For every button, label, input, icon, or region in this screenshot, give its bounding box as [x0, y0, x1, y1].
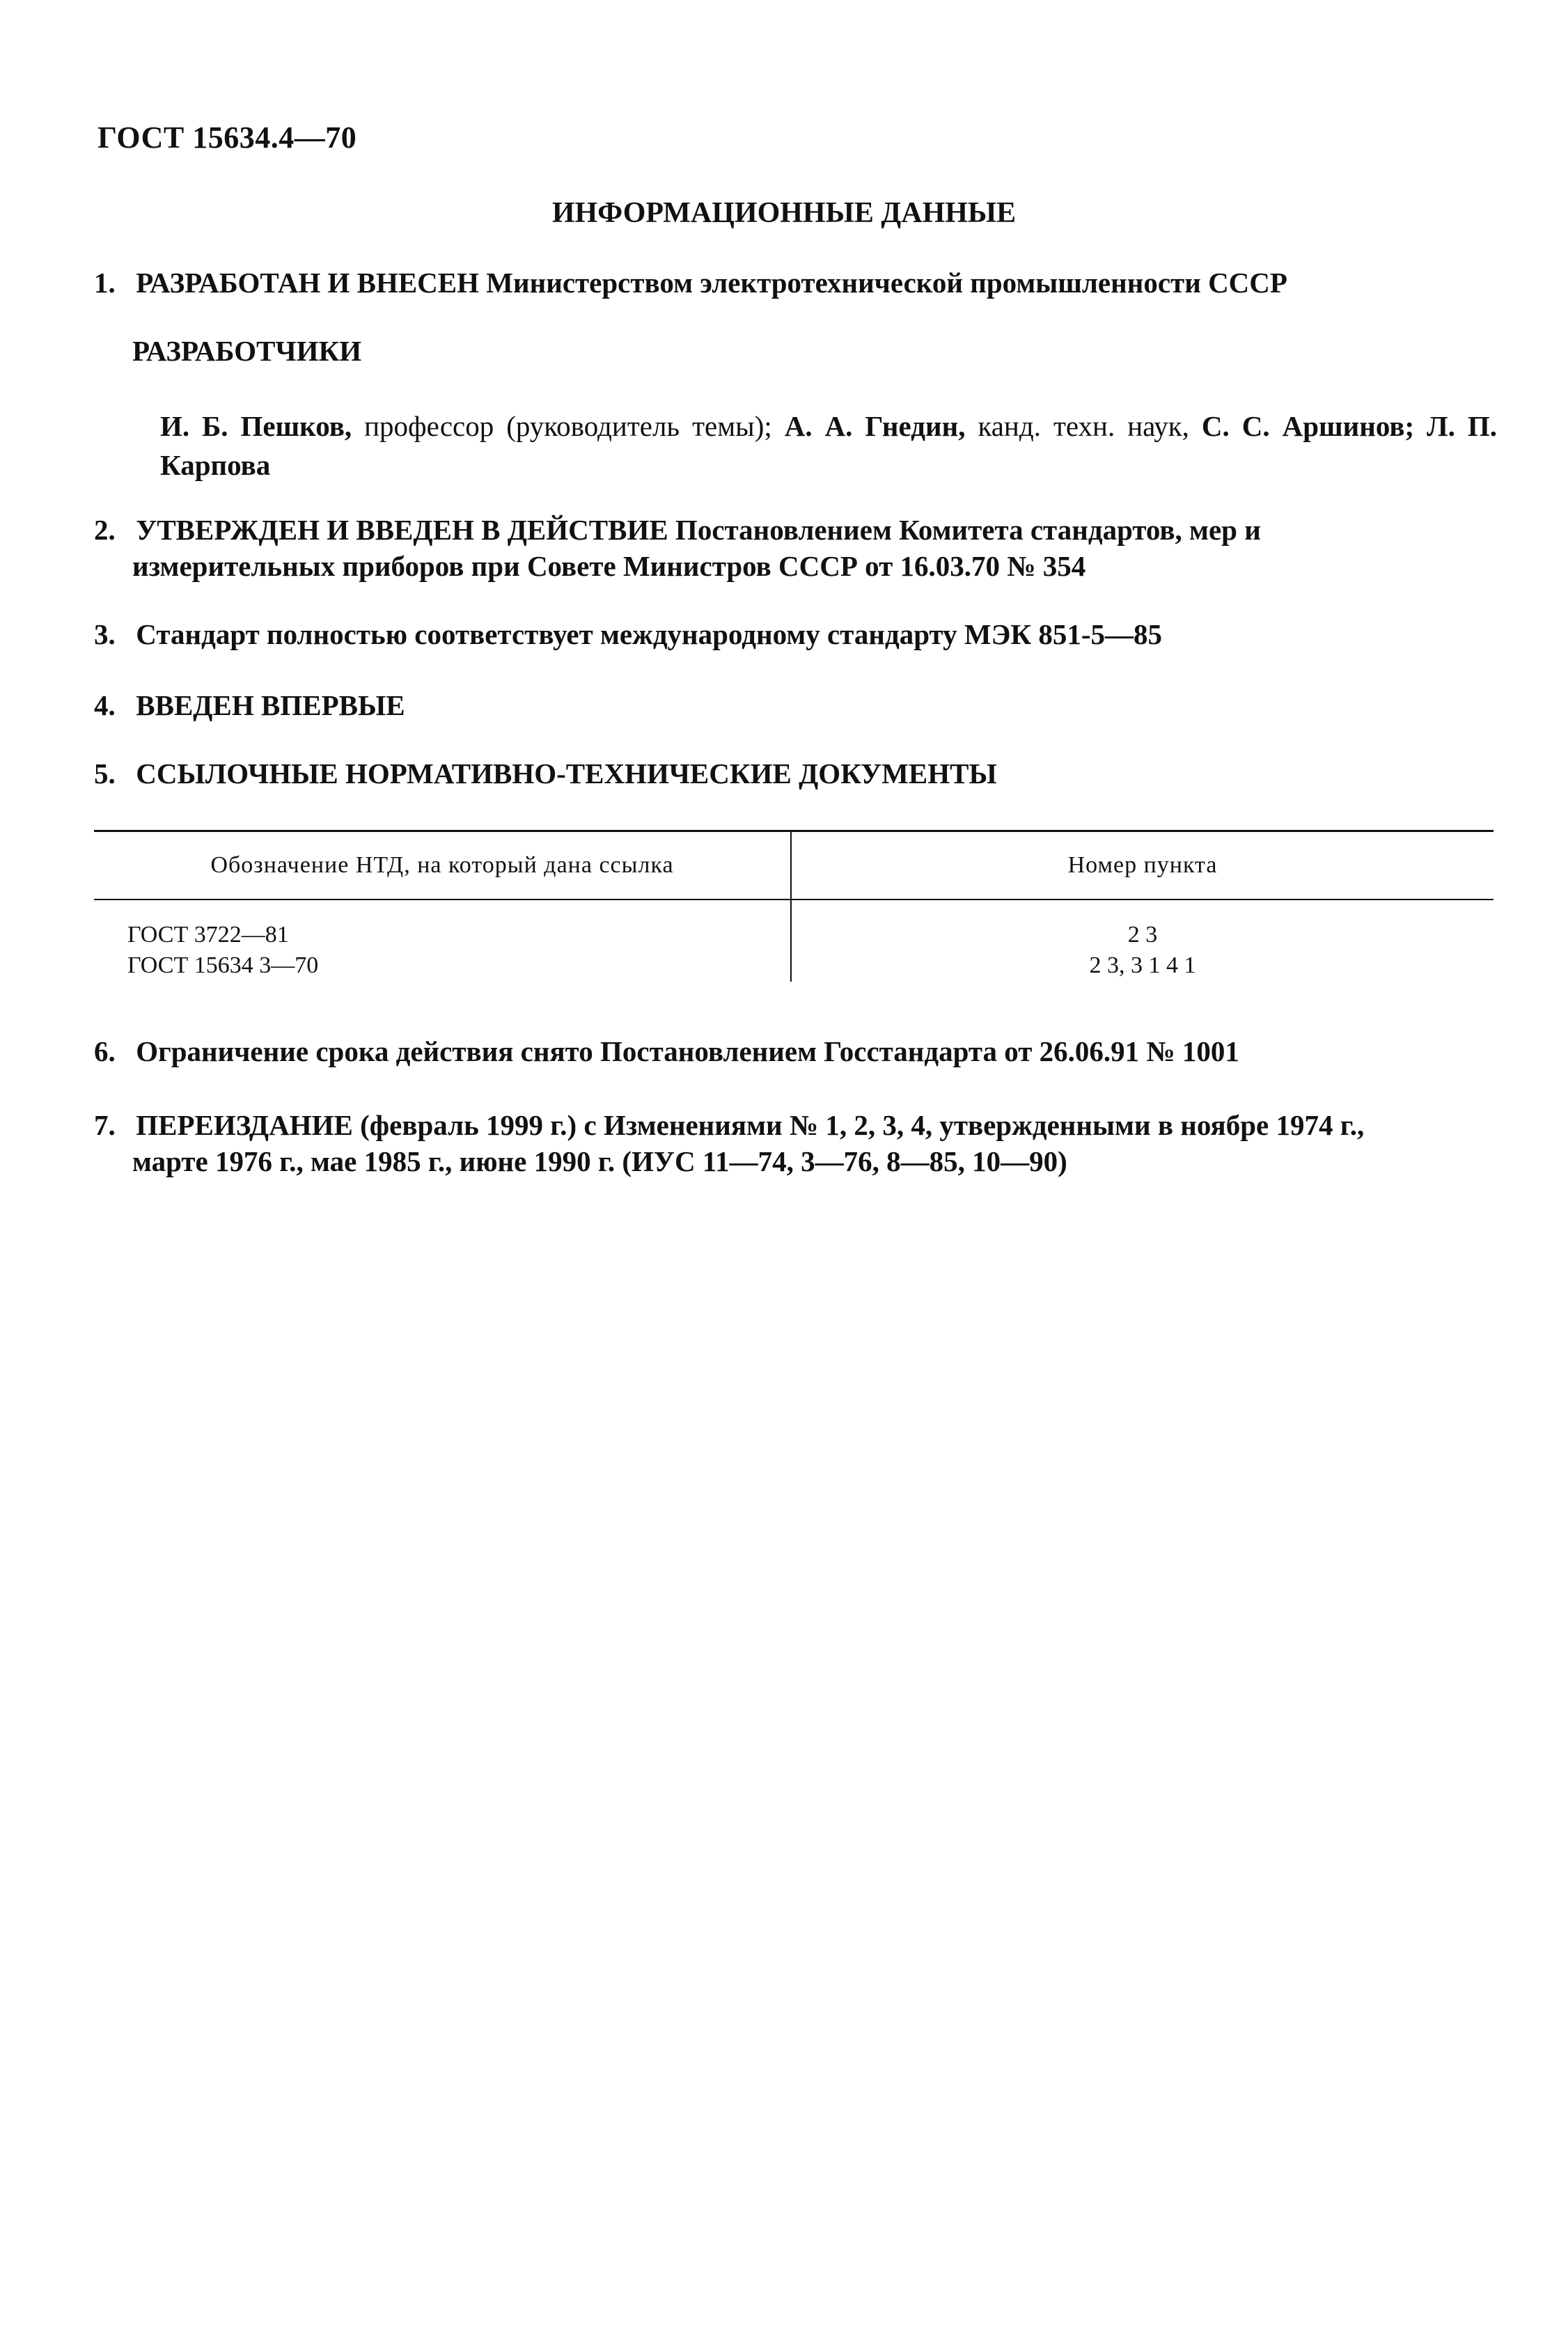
item-6: [94, 1033, 1487, 1069]
developers-list: [160, 407, 1497, 485]
reference-documents-table: [94, 830, 1493, 982]
item-number: 2.: [94, 514, 116, 546]
item-3: [94, 616, 1487, 652]
developer-role: канд. техн. наук,: [978, 410, 1189, 442]
developer-name: Л. П. Карпова: [160, 410, 1498, 481]
table-cell-clause: [791, 900, 1493, 982]
item-number: 5.: [94, 757, 116, 790]
table-cell-text: ГОСТ 15634 3—70: [127, 952, 319, 978]
item-number: 3.: [94, 618, 116, 650]
item-text-line1: ПЕРЕИЗДАНИЕ (февраль 1999 г.) с Изменениями № 1, 2, 3, 4, утвержденными в ноябре 1974 г.,: [136, 1109, 1365, 1141]
item-7: [94, 1107, 1487, 1179]
item-5: [94, 755, 1487, 792]
item-number: 1.: [94, 267, 116, 299]
item-text: РАЗРАБОТАН И ВНЕСЕН Министерством электротехнической промышленности СССР: [136, 267, 1287, 299]
developer-name: И. Б. Пешков,: [160, 410, 352, 442]
developer-role: профессор (руководитель темы);: [364, 410, 772, 442]
section-title: ИНФОРМАЦИОННЫЕ ДАННЫЕ: [551, 197, 1017, 229]
table-header-row: [94, 831, 1493, 900]
item-text: Ограничение срока действия снято Постановлением Госстандарта от 26.06.91 № 1001: [136, 1035, 1239, 1067]
item-number: 4.: [94, 689, 116, 721]
item-text-line1: УТВЕРЖДЕН И ВВЕДЕН В ДЕЙСТВИЕ Постановлением Комитета стандартов, мер и: [136, 514, 1261, 546]
item-text-line2: измерительных приборов при Совете Министров СССР от 16.03.70 № 354: [132, 550, 1086, 582]
developer-name: С. С. Аршинов;: [1201, 410, 1415, 442]
table-header-designation: Обозначение НТД, на который дана ссылка: [94, 831, 791, 900]
item-text: Стандарт полностью соответствует международному стандарту МЭК 851-5—85: [136, 618, 1163, 650]
table-header-clause: Номер пункта: [791, 831, 1493, 900]
item-number: 6.: [94, 1035, 116, 1067]
item-2: [94, 512, 1487, 584]
table-cell-designation: [94, 900, 791, 982]
item-text: ССЫЛОЧНЫЕ НОРМАТИВНО-ТЕХНИЧЕСКИЕ ДОКУМЕНТЫ: [136, 757, 997, 790]
item-4: [94, 687, 1487, 723]
item-number: 7.: [94, 1109, 116, 1141]
table-cell-text: 2 3, 3 1 4 1: [1089, 952, 1196, 978]
table-row: [94, 900, 1493, 982]
developer-name: А. А. Гнедин,: [784, 410, 966, 442]
document-code: ГОСТ 15634.4—70: [97, 120, 357, 155]
table-cell-text: ГОСТ 3722—81: [127, 922, 289, 948]
item-1: [94, 265, 1487, 301]
item-text: ВВЕДЕН ВПЕРВЫЕ: [136, 689, 405, 721]
item-text-line2: марте 1976 г., мае 1985 г., июне 1990 г. (ИУС 11—74, 3—76, 8—85, 10—90): [132, 1145, 1067, 1177]
table-cell-text: 2 3: [1127, 922, 1158, 948]
developers-heading: РАЗРАБОТЧИКИ: [132, 335, 362, 367]
